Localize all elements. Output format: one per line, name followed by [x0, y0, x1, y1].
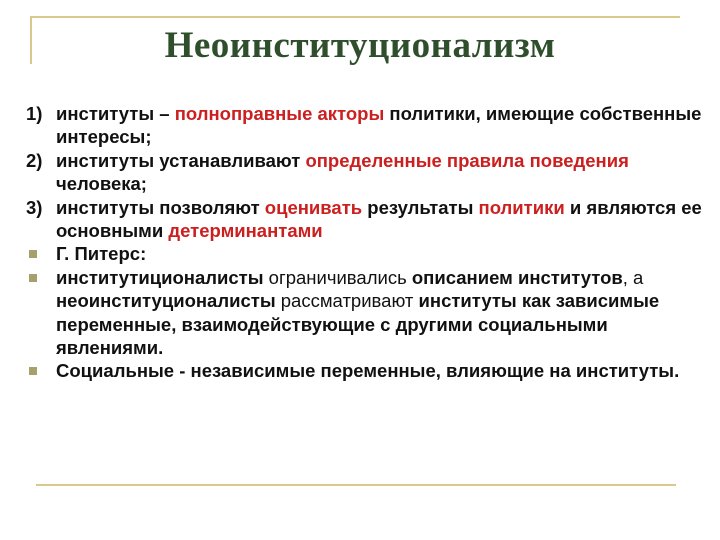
- text-segment: институты –: [56, 103, 175, 124]
- bullet-item-1: [26, 242, 720, 265]
- highlight-segment: детерминантами: [168, 220, 323, 242]
- highlight-segment: политики: [478, 196, 565, 218]
- slide-content: [26, 102, 720, 383]
- text-segment: Социальные - независимые переменные, влияющие на институты.: [56, 360, 680, 382]
- text-segment: и являются ее основными: [56, 196, 702, 242]
- highlight-segment: оценивать: [264, 196, 363, 218]
- text-segment: институты как зависимые переменные, взаимодействующие с другими социальными явлениями.: [56, 290, 660, 359]
- text-segment: ограничивались: [263, 266, 412, 288]
- text-segment: человека;: [56, 173, 147, 195]
- text-segment: , а: [622, 266, 644, 288]
- text-segment: политики, имеющие собственные интересы;: [56, 103, 702, 148]
- text-segment: неоинституционалисты: [56, 290, 276, 312]
- highlight-segment: полноправные акторы: [174, 103, 385, 124]
- text-segment: Г. Питерс:: [56, 243, 147, 265]
- frame-top-line: [30, 16, 680, 18]
- highlight-segment: определенные правила поведения: [305, 149, 629, 171]
- square-bullet-icon: [29, 250, 37, 258]
- list-item-3: [26, 196, 720, 243]
- list-number: 1): [26, 103, 43, 124]
- text-segment: результаты: [362, 196, 479, 218]
- square-bullet-icon: [29, 367, 37, 375]
- list-number: 2): [26, 149, 43, 171]
- square-bullet-icon: [29, 274, 37, 282]
- bullet-item-3: [26, 359, 720, 382]
- text-segment: описанием институтов: [411, 266, 623, 288]
- text-segment: рассматривают: [275, 290, 419, 312]
- bullet-item-2: [26, 266, 720, 360]
- text-segment: институтиционалисты: [56, 266, 264, 288]
- slide-title: Неоинституционализм: [164, 25, 556, 66]
- frame-bottom-line: [36, 484, 676, 486]
- text-segment: институты позволяют: [56, 196, 265, 218]
- list-number: 3): [26, 196, 43, 218]
- text-segment: институты устанавливают: [56, 149, 306, 171]
- list-item-2: [26, 149, 720, 196]
- list-item-1: [26, 102, 720, 149]
